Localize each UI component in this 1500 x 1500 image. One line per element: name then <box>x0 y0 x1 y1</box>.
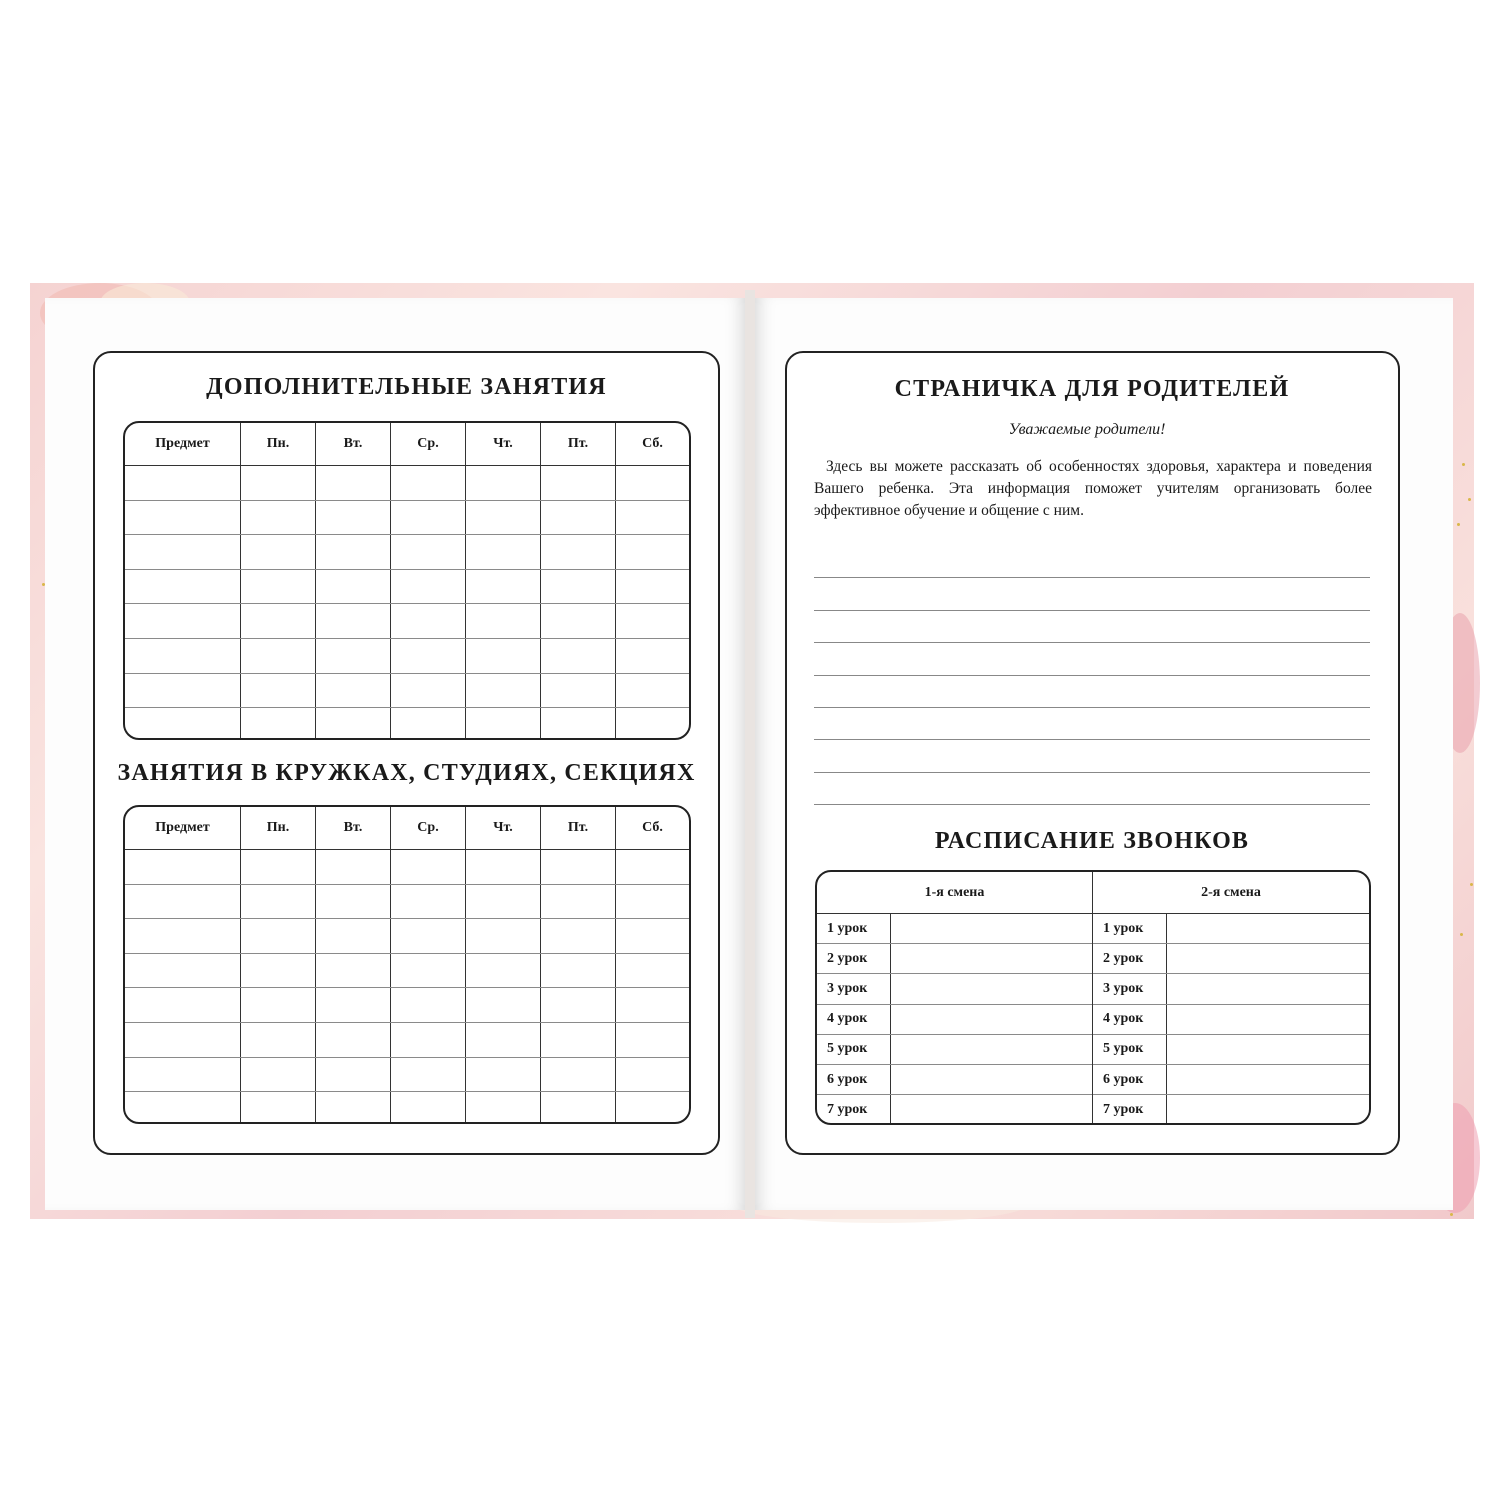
table-cell[interactable] <box>241 639 316 673</box>
table-row <box>125 850 689 885</box>
lesson-label: 5 урок <box>817 1035 891 1064</box>
lesson-label: 2 урок <box>817 944 891 973</box>
table-cell[interactable] <box>316 954 391 988</box>
writing-line[interactable] <box>814 578 1370 610</box>
table-cell[interactable] <box>316 466 391 500</box>
shift-header: 1-я смена <box>817 872 1092 914</box>
clubs-title: ЗАНЯТИЯ В КРУЖКАХ, СТУДИЯХ, СЕКЦИЯХ <box>117 760 696 786</box>
bell-row <box>1093 1005 1369 1035</box>
table-cell[interactable] <box>466 988 541 1022</box>
table-cell[interactable] <box>466 570 541 604</box>
table-cell[interactable] <box>541 919 616 953</box>
table-cell[interactable] <box>466 1023 541 1057</box>
lesson-time-field[interactable] <box>891 1005 1092 1034</box>
lesson-time-field[interactable] <box>1167 1005 1369 1034</box>
table-cell[interactable] <box>391 466 466 500</box>
writing-line[interactable] <box>814 546 1370 578</box>
table-cell[interactable] <box>316 850 391 884</box>
table-cell[interactable] <box>541 1092 616 1124</box>
table-cell[interactable] <box>616 604 689 638</box>
table-cell[interactable] <box>466 639 541 673</box>
table-row <box>125 988 689 1023</box>
table-cell[interactable] <box>125 1058 241 1092</box>
table-cell[interactable] <box>616 708 689 740</box>
bell-row <box>817 1035 1092 1065</box>
lesson-label: 1 урок <box>1093 914 1167 943</box>
table-cell[interactable] <box>466 919 541 953</box>
lesson-label: 7 урок <box>1093 1095 1167 1125</box>
lesson-time-field[interactable] <box>1167 1035 1369 1064</box>
column-header: Ср. <box>391 423 466 465</box>
table-row <box>125 885 689 920</box>
table-cell[interactable] <box>541 639 616 673</box>
column-header: Пт. <box>541 807 616 849</box>
lesson-time-field[interactable] <box>1167 914 1369 943</box>
table-cell[interactable] <box>316 639 391 673</box>
table-cell[interactable] <box>466 850 541 884</box>
column-header: Сб. <box>642 820 663 835</box>
table-cell[interactable] <box>125 535 241 569</box>
table-body <box>125 850 689 1124</box>
table-cell[interactable] <box>316 570 391 604</box>
table-cell[interactable] <box>616 885 689 919</box>
table-cell[interactable] <box>125 954 241 988</box>
lesson-label: 2 урок <box>1093 944 1167 973</box>
table-row <box>125 954 689 989</box>
table-cell[interactable] <box>541 850 616 884</box>
table-row <box>125 535 689 570</box>
table-cell[interactable] <box>391 604 466 638</box>
table-cell[interactable] <box>541 674 616 708</box>
table-cell[interactable] <box>541 466 616 500</box>
table-cell[interactable] <box>541 535 616 569</box>
bell-row <box>1093 944 1369 974</box>
table-cell[interactable] <box>541 501 616 535</box>
lesson-label: 4 урок <box>1093 1005 1167 1034</box>
table-cell[interactable] <box>125 885 241 919</box>
table-cell[interactable] <box>616 850 689 884</box>
table-cell[interactable] <box>466 885 541 919</box>
bell-row <box>1093 1065 1369 1095</box>
lesson-time-field[interactable] <box>1167 974 1369 1003</box>
column-header: Вт. <box>316 423 391 465</box>
table-cell[interactable] <box>241 988 316 1022</box>
column-header: Предмет <box>125 807 241 849</box>
column-header: Пн. <box>241 423 316 465</box>
lesson-label: 7 урок <box>817 1095 891 1125</box>
table-body <box>125 466 689 740</box>
table-cell[interactable] <box>391 570 466 604</box>
table-cell[interactable] <box>316 1023 391 1057</box>
table-row <box>125 919 689 954</box>
table-cell[interactable] <box>391 708 466 740</box>
lesson-time-field[interactable] <box>891 974 1092 1003</box>
shift-column <box>1093 872 1369 1123</box>
table-cell[interactable] <box>316 1092 391 1124</box>
table-cell[interactable] <box>616 674 689 708</box>
extra-classes-title: ДОПОЛНИТЕЛЬНЫЕ ЗАНЯТИЯ <box>206 374 607 400</box>
table-cell[interactable] <box>241 954 316 988</box>
parents-writing-lines[interactable] <box>814 546 1370 805</box>
lesson-label: 3 урок <box>817 974 891 1003</box>
table-row <box>125 570 689 605</box>
table-cell[interactable] <box>125 919 241 953</box>
table-cell[interactable] <box>241 885 316 919</box>
lesson-label: 3 урок <box>1093 974 1167 1003</box>
writing-line[interactable] <box>814 708 1370 740</box>
column-header: Пт. <box>541 423 616 465</box>
table-cell[interactable] <box>316 988 391 1022</box>
table-cell[interactable] <box>125 604 241 638</box>
lesson-label: 1 урок <box>817 914 891 943</box>
table-cell[interactable] <box>616 535 689 569</box>
table-cell[interactable] <box>125 501 241 535</box>
table-cell[interactable] <box>316 501 391 535</box>
table-cell[interactable] <box>316 708 391 740</box>
table-cell[interactable] <box>391 501 466 535</box>
table-cell[interactable] <box>391 988 466 1022</box>
table-cell[interactable] <box>616 988 689 1022</box>
table-cell[interactable] <box>391 1023 466 1057</box>
table-cell[interactable] <box>616 570 689 604</box>
lesson-time-field[interactable] <box>1167 1095 1369 1125</box>
table-cell[interactable] <box>541 954 616 988</box>
table-cell[interactable] <box>466 674 541 708</box>
writing-line[interactable] <box>814 643 1370 675</box>
table-cell[interactable] <box>125 570 241 604</box>
table-cell[interactable] <box>466 501 541 535</box>
column-header: Пн. <box>241 807 316 849</box>
table-cell[interactable] <box>241 604 316 638</box>
table-cell[interactable] <box>125 850 241 884</box>
table-cell[interactable] <box>541 708 616 740</box>
bell-row <box>817 1065 1092 1095</box>
table-header <box>125 423 689 466</box>
notebook-spine <box>745 290 755 1218</box>
column-header: Сб. <box>642 436 663 451</box>
table-cell[interactable] <box>616 501 689 535</box>
table-cell[interactable] <box>466 1092 541 1124</box>
table-cell[interactable] <box>391 850 466 884</box>
table-row <box>125 604 689 639</box>
table-cell[interactable] <box>241 674 316 708</box>
table-cell[interactable] <box>541 604 616 638</box>
table-cell[interactable] <box>391 1058 466 1092</box>
writing-line[interactable] <box>814 611 1370 643</box>
lesson-time-field[interactable] <box>891 914 1092 943</box>
bell-schedule-table <box>815 870 1371 1125</box>
bell-row <box>1093 974 1369 1004</box>
table-cell[interactable] <box>316 604 391 638</box>
table-cell[interactable] <box>466 954 541 988</box>
table-cell[interactable] <box>391 674 466 708</box>
table-cell[interactable] <box>241 466 316 500</box>
lesson-time-field[interactable] <box>891 944 1092 973</box>
table-row <box>125 1023 689 1058</box>
lesson-time-field[interactable] <box>1167 944 1369 973</box>
bell-row <box>1093 1095 1369 1125</box>
table-cell[interactable] <box>616 466 689 500</box>
table-row <box>125 466 689 501</box>
table-cell[interactable] <box>616 1023 689 1057</box>
table-cell[interactable] <box>616 1092 689 1124</box>
table-cell[interactable] <box>241 535 316 569</box>
table-cell[interactable] <box>241 570 316 604</box>
lesson-label: 5 урок <box>1093 1035 1167 1064</box>
table-cell[interactable] <box>616 639 689 673</box>
table-cell[interactable] <box>316 674 391 708</box>
table-cell[interactable] <box>316 1058 391 1092</box>
table-cell[interactable] <box>241 708 316 740</box>
table-cell[interactable] <box>616 954 689 988</box>
table-cell[interactable] <box>466 708 541 740</box>
shift-header: 2-я смена <box>1093 872 1369 914</box>
bell-row <box>817 1005 1092 1035</box>
table-row <box>125 674 689 709</box>
bell-row <box>1093 914 1369 944</box>
table-cell[interactable] <box>241 850 316 884</box>
parents-instructions: Здесь вы можете рассказать об особенностях здоровья, характера и поведения Вашего ребенка. Эта информация поможет учителям организовать более эффективное обучение и общение с ним. <box>814 458 1372 519</box>
bell-row <box>817 1095 1092 1125</box>
bell-row <box>817 944 1092 974</box>
table-row <box>125 639 689 674</box>
table-cell[interactable] <box>541 885 616 919</box>
table-cell[interactable] <box>125 674 241 708</box>
table-cell[interactable] <box>391 1092 466 1124</box>
writing-line[interactable] <box>814 676 1370 708</box>
column-header: Ср. <box>391 807 466 849</box>
table-cell[interactable] <box>316 919 391 953</box>
table-cell[interactable] <box>241 1023 316 1057</box>
table-cell[interactable] <box>241 501 316 535</box>
column-header: Предмет <box>125 423 241 465</box>
table-cell[interactable] <box>391 919 466 953</box>
bell-row <box>817 914 1092 944</box>
lesson-label: 6 урок <box>817 1065 891 1094</box>
table-cell[interactable] <box>466 466 541 500</box>
lesson-label: 4 урок <box>817 1005 891 1034</box>
table-cell[interactable] <box>125 988 241 1022</box>
table-cell[interactable] <box>241 1058 316 1092</box>
column-header: Вт. <box>316 807 391 849</box>
shift-column <box>817 872 1093 1123</box>
writing-line[interactable] <box>814 740 1370 772</box>
table-cell[interactable] <box>241 919 316 953</box>
table-cell[interactable] <box>391 639 466 673</box>
table-row <box>125 501 689 536</box>
table-cell[interactable] <box>466 604 541 638</box>
table-cell[interactable] <box>125 708 241 740</box>
table-cell[interactable] <box>125 1023 241 1057</box>
table-row <box>125 1092 689 1124</box>
extra-classes-table <box>123 421 691 740</box>
table-cell[interactable] <box>541 1023 616 1057</box>
table-cell[interactable] <box>466 535 541 569</box>
lesson-label: 6 урок <box>1093 1065 1167 1094</box>
column-header: Чт. <box>466 807 541 849</box>
lesson-time-field[interactable] <box>891 1035 1092 1064</box>
bell-schedule-title: РАСПИСАНИЕ ЗВОНКОВ <box>934 828 1250 854</box>
table-cell[interactable] <box>466 1058 541 1092</box>
bell-row <box>1093 1035 1369 1065</box>
column-header: Чт. <box>466 423 541 465</box>
table-cell[interactable] <box>316 535 391 569</box>
table-cell[interactable] <box>616 1058 689 1092</box>
table-cell[interactable] <box>616 919 689 953</box>
lesson-time-field[interactable] <box>891 1065 1092 1094</box>
lesson-time-field[interactable] <box>891 1095 1092 1125</box>
table-row <box>125 708 689 740</box>
clubs-table <box>123 805 691 1124</box>
table-cell[interactable] <box>541 1058 616 1092</box>
lesson-time-field[interactable] <box>1167 1065 1369 1094</box>
table-cell[interactable] <box>241 1092 316 1124</box>
parents-title: СТРАНИЧКА ДЛЯ РОДИТЕЛЕЙ <box>894 376 1290 402</box>
table-cell[interactable] <box>541 988 616 1022</box>
table-cell[interactable] <box>391 535 466 569</box>
table-cell[interactable] <box>125 466 241 500</box>
table-cell[interactable] <box>316 885 391 919</box>
table-cell[interactable] <box>541 570 616 604</box>
table-cell[interactable] <box>125 1092 241 1124</box>
writing-line[interactable] <box>814 773 1370 805</box>
table-row <box>125 1058 689 1093</box>
bell-row <box>817 974 1092 1004</box>
table-cell[interactable] <box>125 639 241 673</box>
table-cell[interactable] <box>391 954 466 988</box>
table-cell[interactable] <box>391 885 466 919</box>
table-header <box>125 807 689 850</box>
parents-greeting: Уважаемые родители! <box>1008 421 1166 438</box>
